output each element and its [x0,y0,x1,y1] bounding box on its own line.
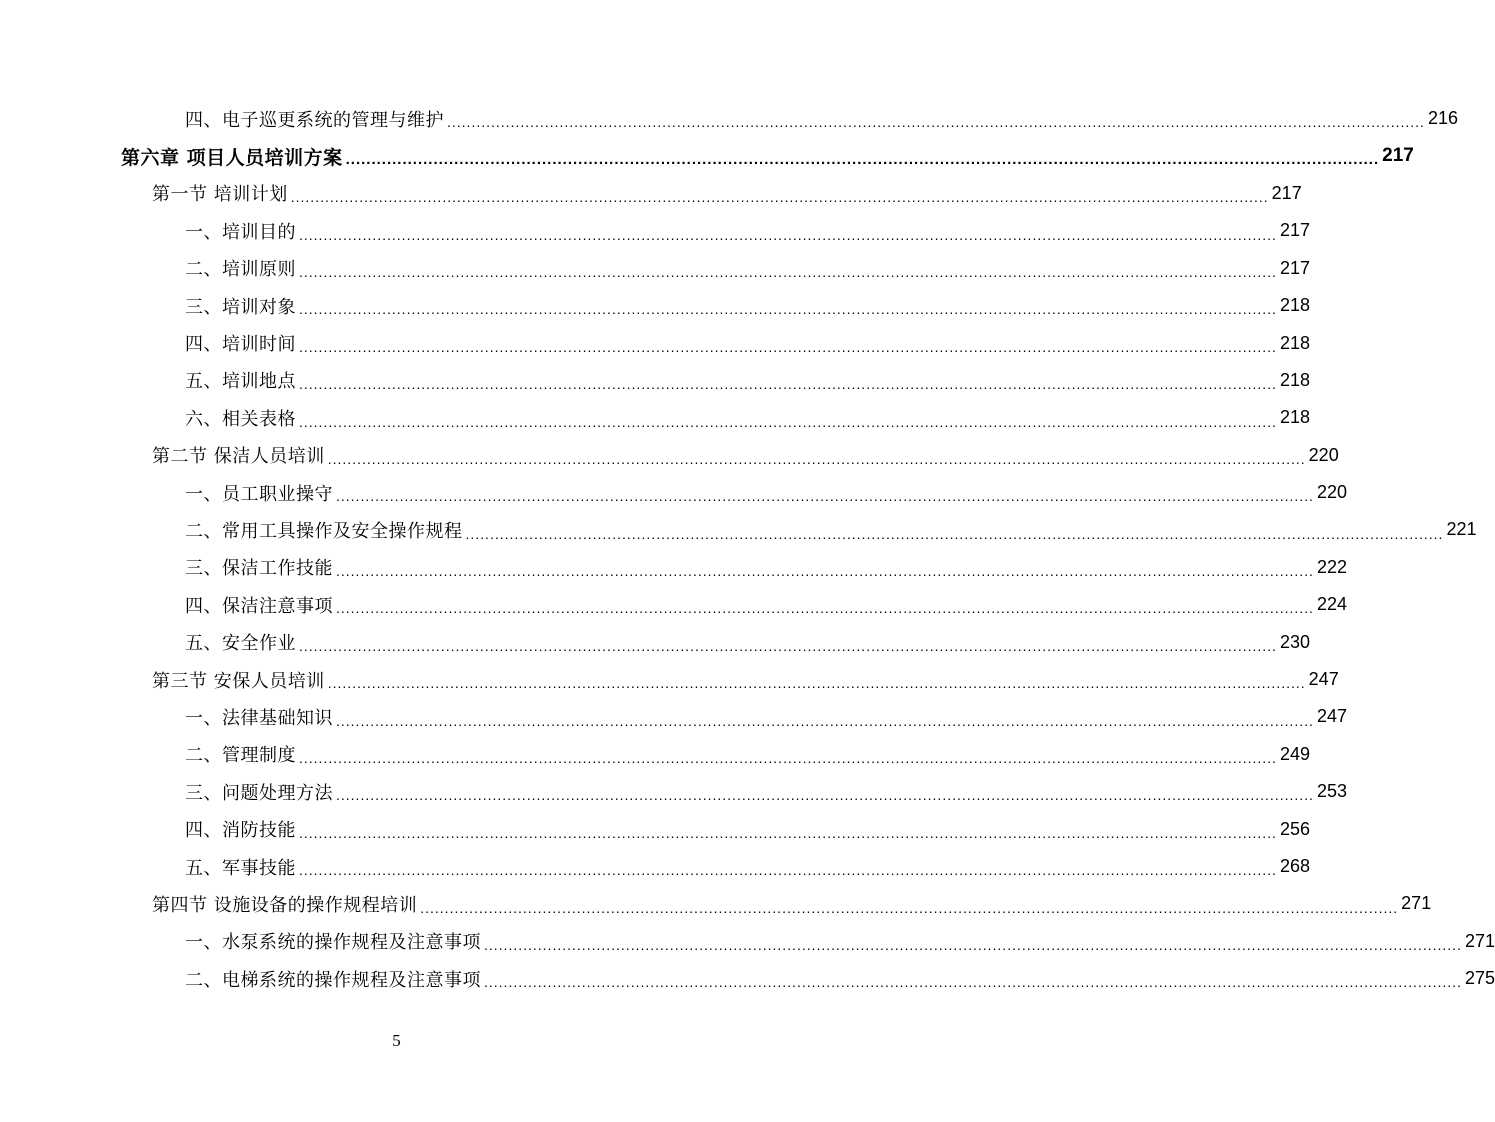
toc-entry-page-number: 275 [1464,968,1495,989]
toc-entry-page-number: 249 [1279,743,1310,764]
toc-entry-page-number: 217 [1279,257,1310,278]
toc-entry-title: 四、保洁注意事项 [185,595,333,617]
toc-entry-title: 三、保洁工作技能 [185,558,333,580]
toc-entry[interactable] [0,250,1310,287]
table-of-contents [0,100,1495,997]
toc-entry-title: 一、培训目的 [185,221,296,243]
toc-entry[interactable] [0,623,1310,660]
toc-entry-title: 第四节 设施设备的操作规程培训 [152,894,418,916]
toc-dot-leader: ........................................................................................................................................................................................................ [327,450,1306,467]
toc-entry[interactable] [0,810,1310,847]
toc-dot-leader: ........................................................................................................................................................................................................ [465,525,1444,542]
toc-entry-title: 三、问题处理方法 [185,782,333,804]
toc-dot-leader: ........................................................................................................................................................................................................ [299,338,1277,355]
toc-dot-leader: ........................................................................................................................................................................................................ [336,600,1314,617]
toc-dot-leader: ........................................................................................................................................................................................................ [420,899,1399,916]
toc-entry[interactable] [0,773,1347,810]
page-number: 5 [392,1031,401,1050]
toc-entry-title: 四、消防技能 [185,820,296,842]
toc-dot-leader: ........................................................................................................................................................................................................ [484,974,1462,991]
toc-dot-leader: ........................................................................................................................................................................................................ [299,263,1277,280]
toc-entry[interactable] [0,698,1347,735]
toc-entry-title: 五、培训地点 [185,371,296,393]
toc-entry-page-number: 230 [1279,631,1310,652]
toc-entry-title: 三、培训对象 [185,296,296,318]
toc-entry-title: 第六章 项目人员培训方案 [121,146,343,169]
toc-entry-page-number: 247 [1316,706,1347,727]
toc-entry-title: 二、管理制度 [185,745,296,767]
toc-entry-title: 二、电梯系统的操作规程及注意事项 [185,969,481,991]
toc-entry-page-number: 220 [1308,444,1339,465]
toc-dot-leader: ........................................................................................................................................................................................................ [299,637,1277,654]
toc-dot-leader: ........................................................................................................................................................................................................ [447,114,1425,131]
toc-entry[interactable] [0,885,1432,922]
toc-entry-page-number: 218 [1279,332,1310,353]
toc-entry-title: 一、员工职业操守 [185,483,333,505]
toc-entry-page-number: 268 [1279,856,1310,876]
toc-dot-leader: ........................................................................................................................................................................................................ [336,712,1314,729]
toc-entry-title: 六、相关表格 [185,408,296,430]
toc-entry-title: 一、法律基础知识 [185,707,333,729]
toc-entry[interactable] [0,736,1310,773]
toc-entry[interactable] [0,960,1495,997]
toc-entry[interactable] [0,474,1347,511]
toc-entry[interactable] [0,212,1310,249]
toc-entry-page-number: 217 [1271,182,1302,203]
toc-entry-page-number: 218 [1279,369,1310,390]
toc-dot-leader: ........................................................................................................................................................................................................ [299,413,1277,430]
toc-entry-title: 五、军事技能 [185,857,296,879]
toc-dot-leader: ........................................................................................................................................................................................................ [299,862,1277,879]
toc-entry-page-number: 220 [1316,482,1347,503]
toc-entry-page-number: 256 [1279,818,1310,839]
toc-entry-page-number: 271 [1401,893,1432,914]
toc-entry-page-number: 217 [1382,145,1414,167]
toc-entry[interactable] [0,511,1477,548]
toc-entry-page-number: 216 [1427,108,1458,129]
toc-dot-leader: ........................................................................................................................................................................................................ [336,787,1314,804]
toc-entry-title: 一、水泵系统的操作规程及注意事项 [185,932,481,954]
toc-entry[interactable] [0,549,1347,586]
toc-entry[interactable] [0,175,1302,212]
toc-dot-leader: ........................................................................................................................................................................................................ [299,824,1277,841]
toc-entry-page-number: 218 [1279,407,1310,428]
toc-dot-leader: ........................................................................................................................................................................................................ [290,189,1269,206]
toc-entry[interactable] [0,399,1310,436]
toc-entry-title: 二、常用工具操作及安全操作规程 [185,520,463,542]
toc-entry[interactable] [0,362,1310,399]
toc-entry-title: 二、培训原则 [185,259,296,281]
toc-dot-leader: ........................................................................................................................................................................................................ [299,376,1277,393]
toc-entry[interactable] [0,437,1339,474]
toc-dot-leader: ........................................................................................................................................................................................................ [299,750,1277,767]
toc-entry[interactable] [0,287,1310,324]
toc-entry-page-number: 221 [1446,519,1477,540]
toc-dot-leader: ........................................................................................................................................................................................................ [336,563,1314,580]
toc-entry-page-number: 222 [1316,556,1347,577]
toc-entry[interactable] [0,661,1339,698]
toc-entry[interactable] [0,137,1414,174]
toc-dot-leader: ........................................................................................................................................................................................................ [299,301,1277,318]
toc-entry-title: 四、电子巡更系统的管理与维护 [185,109,444,131]
toc-entry[interactable] [0,324,1310,361]
toc-entry-page-number: 247 [1308,669,1339,690]
toc-entry[interactable] [0,100,1458,137]
toc-entry[interactable] [0,848,1310,885]
toc-entry-page-number: 217 [1279,220,1310,241]
toc-entry-page-number: 224 [1316,594,1347,615]
toc-entry-title: 第二节 保洁人员培训 [152,446,325,468]
toc-entry-page-number: 218 [1279,295,1310,316]
toc-dot-leader: ........................................................................................................................................................................................................ [299,226,1277,243]
toc-entry-title: 五、安全作业 [185,633,296,655]
toc-entry[interactable] [0,923,1495,960]
toc-dot-leader: ........................................................................................................................................................................................................ [345,150,1380,168]
toc-dot-leader: ........................................................................................................................................................................................................ [327,675,1306,692]
toc-entry-title: 第一节 培训计划 [152,184,288,206]
toc-entry-page-number: 253 [1316,781,1347,802]
toc-entry-page-number: 271 [1464,930,1495,951]
toc-entry[interactable] [0,586,1347,623]
toc-dot-leader: ........................................................................................................................................................................................................ [484,936,1462,953]
toc-entry-title: 四、培训时间 [185,334,296,356]
toc-dot-leader: ........................................................................................................................................................................................................ [336,488,1314,505]
toc-entry-title: 第三节 安保人员培训 [152,670,325,692]
